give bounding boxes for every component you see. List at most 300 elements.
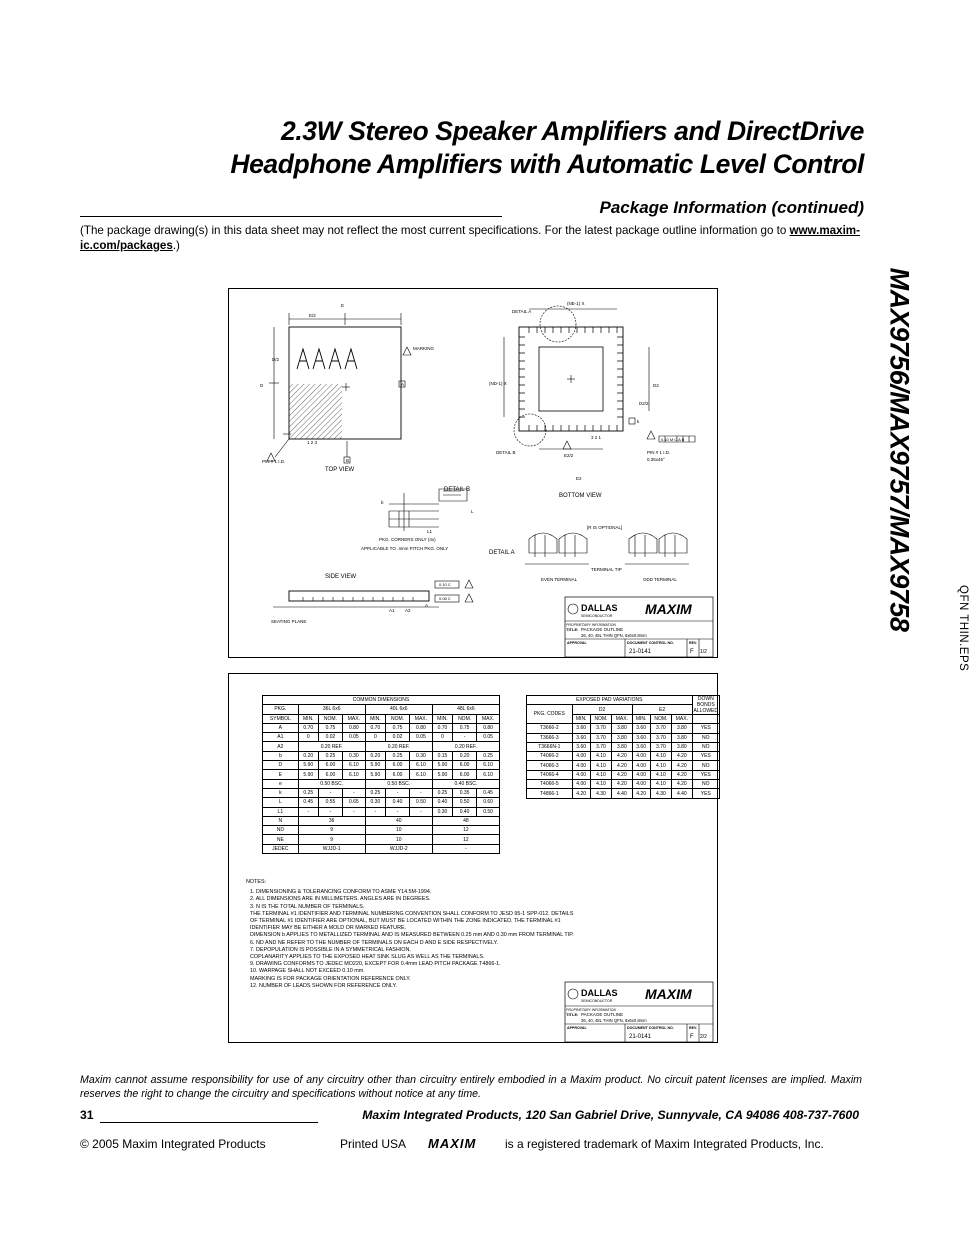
- packages-link[interactable]: www.maxim-ic.com/packages: [80, 224, 860, 252]
- table-cell: 4.00: [572, 761, 590, 770]
- table-cell: 3.70: [650, 724, 671, 733]
- table-cell: 0.15: [432, 751, 452, 760]
- common-dimensions-table: [262, 695, 500, 854]
- detail-a-title: DETAIL A: [489, 550, 515, 556]
- cd-h-40: 40L 6x6: [365, 705, 432, 714]
- table-cell: 0.20: [298, 751, 318, 760]
- table-cell: 4.10: [650, 752, 671, 761]
- common-dims-body: [263, 723, 500, 853]
- table-row: [263, 844, 500, 853]
- symbol-cell: JEDEC: [263, 844, 299, 853]
- top-view: [267, 313, 411, 463]
- table-row: [527, 789, 720, 798]
- table-cell: 0.30: [432, 807, 452, 816]
- table-cell: 0.20 REF.: [298, 742, 365, 751]
- table-row: [527, 742, 720, 751]
- table-cell: 4.20: [572, 789, 590, 798]
- table-cell: 4.00: [632, 752, 650, 761]
- table-cell: 0.50 BSC.: [298, 779, 365, 788]
- ep-h-min: MIN.: [572, 715, 590, 724]
- side-view-label: SIDE VIEW: [325, 574, 357, 580]
- table-cell: 4.20: [672, 780, 692, 789]
- maxim-logo-1: MAXIM: [645, 601, 692, 617]
- note-item: MARKING IS FOR PACKAGE ORIENTATION REFERENCE ONLY.: [250, 975, 411, 982]
- table-cell: 3.70: [650, 733, 671, 742]
- table-row: [263, 826, 500, 835]
- tolerance-abc: 0.10 M C A B: [661, 437, 685, 442]
- symbol-cell: L1: [263, 807, 299, 816]
- table-cell: 3.80: [612, 742, 632, 751]
- pkg-code-cell: T3666-2: [527, 724, 573, 733]
- pkg-corners: PKG. CORNERS ONLY (4x): [379, 537, 436, 542]
- title-block-1-text: [566, 601, 707, 655]
- sheet-1: 1/2: [700, 649, 707, 655]
- pin1-label: PIN # 1 I.D.: [262, 459, 286, 464]
- table-cell: 3.70: [590, 733, 611, 742]
- top-pin-numbers: 1 2 3: [307, 440, 318, 445]
- table-cell: 0: [432, 733, 452, 742]
- table-cell: 0.20 REF.: [432, 742, 499, 751]
- cd-h-nom: NOM.: [318, 714, 342, 723]
- table-cell: 9: [298, 826, 365, 835]
- table-cell: 0.02: [386, 733, 410, 742]
- table-row: [263, 798, 500, 807]
- table-cell: WJJD-2: [365, 844, 432, 853]
- ep-title: EXPOSED PAD VARIATIONS: [527, 696, 693, 705]
- ep-down-bonds: DOWN BONDS ALLOWED: [693, 696, 718, 714]
- datum-a: A: [401, 382, 405, 387]
- table-cell: 12: [432, 826, 499, 835]
- detail-b-title: DETAIL B: [444, 487, 471, 493]
- table-cell: YES: [692, 789, 719, 798]
- table-cell: 3.70: [590, 742, 611, 751]
- printed-usa: Printed USA: [340, 1137, 407, 1151]
- table-cell: 3.60: [572, 742, 590, 751]
- table-cell: NO: [692, 733, 719, 742]
- detail-b-l1: L1: [427, 529, 433, 534]
- rev-2: F: [690, 1034, 694, 1040]
- pkg-code-cell: T4866-1: [527, 789, 573, 798]
- semiconductor: SEMICONDUCTOR: [581, 614, 613, 618]
- symbol-cell: D: [263, 761, 299, 770]
- note-item: COPLANARITY APPLIES TO THE EXPOSED HEAT SINK SLUG AS WELL AS THE TERMINALS.: [250, 954, 485, 961]
- table-cell: NO: [692, 780, 719, 789]
- detail-a-labels: [489, 525, 677, 582]
- table-cell: 3.60: [572, 724, 590, 733]
- note-item: 2. ALL DIMENSIONS ARE IN MILLIMETERS. ANGLES ARE IN DEGREES.: [250, 896, 431, 903]
- table-cell: 9: [298, 835, 365, 844]
- symbol-cell: E: [263, 770, 299, 779]
- table-row: [263, 733, 500, 742]
- title-label-2: TITLE:: [566, 1012, 579, 1017]
- disclaimer: Maxim cannot assume responsibility for use of any circuitry other than circuitry entirely embodied in a Maxim product. No circuit patent licenses are implied. Maxim reserves the right to change the circuitry and specifications without notice at any time.: [80, 1074, 862, 1100]
- table-cell: 4.20: [612, 780, 632, 789]
- pitch-note: APPLICABLE TO .4mm PITCH PKG. ONLY: [361, 546, 449, 551]
- dallas-logo-2: DALLAS: [581, 988, 618, 998]
- title-label-1: TITLE:: [566, 627, 579, 632]
- table-cell: 4.40: [612, 789, 632, 798]
- dim-e2-half: E2/2: [564, 453, 574, 458]
- table-cell: 0.20 REF.: [365, 742, 432, 751]
- table-row: [263, 723, 500, 732]
- table-cell: 6.00: [386, 770, 410, 779]
- table-cell: -: [365, 807, 385, 816]
- pkg-code-cell: T3666N-1: [527, 742, 573, 751]
- table-cell: 40: [365, 816, 432, 825]
- table-cell: 6.00: [386, 761, 410, 770]
- table-cell: 3.60: [572, 733, 590, 742]
- table-row: [527, 724, 720, 733]
- table-cell: 0: [298, 733, 318, 742]
- doc-ctrl-1: DOCUMENT CONTROL NO.: [627, 641, 674, 645]
- table-row: [527, 770, 720, 779]
- table-cell: 10: [365, 835, 432, 844]
- table-cell: 0.70: [432, 723, 452, 732]
- table-cell: 4.10: [590, 752, 611, 761]
- pkg-code-cell: T4066-2: [527, 752, 573, 761]
- symbol-cell: k: [263, 788, 299, 797]
- table-cell: 0.25: [386, 751, 410, 760]
- doc-no-2: 21-0141: [629, 1034, 652, 1040]
- cd-h-min: MIN.: [432, 714, 452, 723]
- table-cell: 5.90: [298, 770, 318, 779]
- table-cell: -: [386, 807, 410, 816]
- proprietary: PROPRIETARY INFORMATION: [566, 623, 616, 627]
- table-cell: 0.80: [477, 723, 500, 732]
- rev-1: F: [690, 649, 694, 655]
- symbol-cell: ND: [263, 826, 299, 835]
- note-item: 7. DEPOPULATION IS POSSIBLE IN A SYMMETRICAL FASHION.: [250, 946, 411, 953]
- top-view-label: TOP VIEW: [325, 467, 355, 473]
- table-cell: 4.40: [672, 789, 692, 798]
- table-cell: -: [432, 844, 499, 853]
- table-cell: 4.00: [632, 770, 650, 779]
- table-cell: 0.05: [410, 733, 433, 742]
- cd-h-48: 48L 6x6: [432, 705, 499, 714]
- note-item: 3. N IS THE TOTAL NUMBER OF TERMINALS.: [250, 903, 365, 910]
- table-cell: 0.20: [453, 751, 477, 760]
- table-cell: 6.00: [318, 761, 342, 770]
- trademark: is a registered trademark of Maxim Integrated Products, Inc.: [505, 1137, 824, 1151]
- table-cell: 0.30: [342, 751, 365, 760]
- note-item: 10. WARPAGE SHALL NOT EXCEED 0.10 mm.: [250, 968, 365, 975]
- table-cell: 6.00: [453, 770, 477, 779]
- dim-d: D: [260, 383, 264, 388]
- table-cell: 5.90: [365, 761, 385, 770]
- table-cell: 3.80: [672, 724, 692, 733]
- table-cell: 6.10: [342, 770, 365, 779]
- table-cell: 0.75: [453, 723, 477, 732]
- table-cell: 0.75: [386, 723, 410, 732]
- table-cell: 3.60: [632, 742, 650, 751]
- symbol-cell: A2: [263, 742, 299, 751]
- table-cell: 3.70: [590, 724, 611, 733]
- detail-a-label-bottom: DETAIL A: [512, 309, 532, 314]
- table-cell: 0.30: [365, 798, 385, 807]
- table-cell: 4.00: [632, 780, 650, 789]
- table-cell: 4.20: [612, 761, 632, 770]
- package-drawing-sheet-2: [228, 673, 718, 1043]
- notes-list: [246, 889, 576, 990]
- footer-rule: [100, 1122, 318, 1123]
- table-row: [263, 788, 500, 797]
- detail-b: [389, 489, 467, 531]
- cd-h-nom: NOM.: [453, 714, 477, 723]
- table-cell: 4.00: [572, 780, 590, 789]
- pkg-code-cell: T4066-4: [527, 770, 573, 779]
- table-cell: 3.60: [632, 733, 650, 742]
- table-cell: 0.30: [410, 751, 433, 760]
- table-cell: 4.30: [650, 789, 671, 798]
- table-cell: 48: [432, 816, 499, 825]
- table-cell: YES: [692, 770, 719, 779]
- exposed-pad-body: [527, 724, 720, 798]
- table-cell: 3.70: [650, 742, 671, 751]
- table-cell: 3.60: [632, 724, 650, 733]
- company-address: Maxim Integrated Products, 120 San Gabriel Drive, Sunnyvale, CA 94086 408-737-7600: [362, 1108, 859, 1122]
- note-item: 1. DIMENSIONING & TOLERANCING CONFORM TO ASME Y14.5M-1994.: [250, 889, 432, 896]
- table-cell: 4.10: [590, 770, 611, 779]
- page-title: [60, 115, 864, 181]
- table-row: [527, 761, 720, 770]
- r-optional: [R IS OPTIONAL]: [587, 525, 623, 530]
- table-cell: 5.90: [365, 770, 385, 779]
- table-cell: 0.25: [477, 751, 500, 760]
- table-cell: 4.10: [590, 780, 611, 789]
- note-item: THE TERMINAL #1 IDENTIFIER AND TERMINAL NUMBERING CONVENTION SHALL CONFORM TO JESD 95-1 SPP-012. DETAILS OF TERMINAL #1 IDENTIFIER ARE OPTIONAL, BUT MUST BE LOCATED WITHIN THE ZONE INDICATED. THE TERMINAL #1 IDENTIFIER MAY BE EITHER A MOLD OR MARKED FEATURE.: [250, 910, 574, 932]
- table-cell: 6.10: [477, 761, 500, 770]
- datum-b: B: [346, 458, 350, 463]
- rev-label-1: REV.: [689, 641, 698, 645]
- table-cell: WJJD-1: [298, 844, 365, 853]
- table-cell: 0.25: [365, 788, 385, 797]
- package-desc-2: 36, 40, 48L THIN QFN, 6x6x0.8mm: [581, 1018, 647, 1023]
- dim-a: A: [425, 603, 429, 608]
- table-cell: -: [342, 807, 365, 816]
- datum-c: k: [637, 419, 640, 424]
- terminal-tip: TERMINAL TIP: [591, 567, 622, 572]
- table-cell: 6.10: [410, 770, 433, 779]
- table-cell: -: [453, 733, 477, 742]
- table-row: [263, 807, 500, 816]
- approval-1: APPROVAL: [567, 641, 587, 645]
- table-cell: 3.80: [612, 733, 632, 742]
- table-cell: 0.40: [432, 798, 452, 807]
- detail-b-label-bottom: DETAIL B: [496, 450, 516, 455]
- pkg-code-cell: T3666-3: [527, 733, 573, 742]
- table-cell: -: [342, 788, 365, 797]
- table-cell: 6.00: [318, 770, 342, 779]
- table-cell: 0.40 BSC.: [432, 779, 499, 788]
- table-row: [263, 816, 500, 825]
- pkg-code-cell: T4066-5: [527, 780, 573, 789]
- note-item: 9. DRAWING CONFORMS TO JEDEC MO220, EXCEPT FOR 0.4mm LEAD PITCH PACKAGE T4866-1.: [250, 961, 501, 968]
- dim-ne: (NE-1) X: [567, 301, 585, 306]
- bottom-view-label: BOTTOM VIEW: [559, 493, 602, 499]
- table-cell: NO: [692, 761, 719, 770]
- table-cell: 0.50 BSC.: [365, 779, 432, 788]
- table-cell: 3.80: [612, 724, 632, 733]
- section-rule: [80, 216, 502, 217]
- notes-header: NOTES:: [246, 879, 267, 885]
- table-cell: 6.10: [410, 761, 433, 770]
- cd-h-max: MAX.: [477, 714, 500, 723]
- note-item: 12. NUMBER OF LEADS SHOWN FOR REFERENCE ONLY.: [250, 982, 397, 989]
- title-block-2: [565, 982, 713, 1042]
- bottom-view: [504, 306, 695, 449]
- table-cell: 0.40: [386, 798, 410, 807]
- intro-paragraph: [80, 223, 862, 253]
- table-row: [263, 761, 500, 770]
- ep-h-nom: NOM.: [590, 715, 611, 724]
- table-cell: 0.60: [477, 798, 500, 807]
- table-cell: 0.45: [298, 798, 318, 807]
- table-cell: NO: [692, 742, 719, 751]
- cd-h-max: MAX.: [342, 714, 365, 723]
- dim-a1: A1: [389, 608, 395, 613]
- side-view-labels: [271, 574, 451, 624]
- exposed-pad-table: [526, 695, 720, 799]
- table-cell: -: [410, 788, 433, 797]
- table-row: [527, 752, 720, 761]
- table-cell: 4.20: [612, 770, 632, 779]
- table-cell: 12: [432, 835, 499, 844]
- pin1-label-bottom: PIN # 1 I.D.: [647, 450, 671, 455]
- table-cell: -: [318, 807, 342, 816]
- cd-h-symbol: SYMBOL: [263, 714, 299, 723]
- table-cell: 0.05: [342, 733, 365, 742]
- odd-terminal: ODD TERMINAL: [643, 577, 677, 582]
- table-row: [527, 780, 720, 789]
- ep-h-d2: D2: [572, 705, 632, 715]
- table-cell: 4.20: [632, 789, 650, 798]
- table-cell: 0.45: [477, 788, 500, 797]
- table-cell: -: [298, 807, 318, 816]
- table-cell: 0.70: [365, 723, 385, 732]
- side-part-number-text: MAX9756/MAX9757/MAX9758: [884, 267, 915, 632]
- table-cell: 5.90: [432, 770, 452, 779]
- table-cell: 3.80: [672, 733, 692, 742]
- dim-e2: E2: [576, 476, 582, 481]
- symbol-cell: A: [263, 723, 299, 732]
- doc-ctrl-2: DOCUMENT CONTROL NO.: [627, 1026, 674, 1030]
- qfn-thin-label: [953, 585, 969, 709]
- even-terminal: EVEN TERMINAL: [541, 577, 578, 582]
- dim-e-half: E/2: [309, 313, 316, 318]
- cd-h-min: MIN.: [298, 714, 318, 723]
- detail-b-l: L: [471, 509, 474, 514]
- package-desc-1: 36, 40, 48L THIN QFN, 6x6x0.8mm: [581, 633, 647, 638]
- table-cell: YES: [692, 752, 719, 761]
- cd-h-nom: NOM.: [386, 714, 410, 723]
- side-part-number: [880, 200, 915, 700]
- table-cell: 0.40: [453, 807, 477, 816]
- cd-h-36: 36L 6x6: [298, 705, 365, 714]
- dim-d2: D2: [653, 383, 659, 388]
- ep-h-nom: NOM.: [650, 715, 671, 724]
- table-row: [263, 779, 500, 788]
- table-cell: 4.10: [650, 761, 671, 770]
- table-cell: 4.10: [650, 780, 671, 789]
- marking-label: MARKING: [413, 346, 435, 351]
- title-line-2: Headphone Amplifiers with Automatic Level Control: [230, 149, 864, 179]
- bottom-view-labels: [489, 301, 685, 499]
- table-cell: -: [410, 807, 433, 816]
- symbol-cell: b: [263, 751, 299, 760]
- table-row: [527, 733, 720, 742]
- table-cell: 36: [298, 816, 365, 825]
- table-cell: 4.30: [590, 789, 611, 798]
- table-cell: 6.00: [453, 761, 477, 770]
- table-cell: 4.00: [572, 770, 590, 779]
- intro-after: .): [172, 239, 180, 252]
- table-cell: 0.05: [477, 733, 500, 742]
- detail-b-e: b: [381, 500, 384, 505]
- dim-d-half: D/2: [272, 357, 280, 362]
- package-outline-2: PACKAGE OUTLINE: [581, 1012, 624, 1017]
- symbol-cell: e: [263, 779, 299, 788]
- table-cell: 0.55: [318, 798, 342, 807]
- doc-no-1: 21-0141: [629, 649, 652, 655]
- cd-h-pkg: PKG.: [263, 705, 299, 714]
- ep-h-blank: [692, 715, 719, 724]
- bottom-pin-numbers: 3 2 1: [591, 435, 602, 440]
- table-cell: 0.65: [342, 798, 365, 807]
- ep-h-min: MIN.: [632, 715, 650, 724]
- package-outline-drawing: [229, 289, 719, 659]
- notes-block: [246, 879, 576, 990]
- dim-d2-half: D2/2: [639, 401, 649, 406]
- copyright: © 2005 Maxim Integrated Products: [80, 1137, 266, 1151]
- note-item: DIMENSION b APPLIES TO METALLIZED TERMINAL AND IS MEASURED BETWEEN 0.25 mm AND 0.30 mm FROM TERMINAL TIP.: [250, 932, 574, 939]
- dim-nd: (ND-1) X: [489, 381, 507, 386]
- table-cell: 6.10: [477, 770, 500, 779]
- cd-h-min: MIN.: [365, 714, 385, 723]
- table-cell: 0.02: [318, 733, 342, 742]
- table-cell: 0.50: [410, 798, 433, 807]
- table-cell: 4.20: [612, 752, 632, 761]
- table-cell: 10: [365, 826, 432, 835]
- table-cell: 4.20: [672, 761, 692, 770]
- table-cell: YES: [692, 724, 719, 733]
- detail-a: [525, 533, 689, 564]
- symbol-cell: N: [263, 816, 299, 825]
- table-cell: 0.50: [477, 807, 500, 816]
- table-cell: 5.90: [298, 761, 318, 770]
- table-row: [263, 742, 500, 751]
- tolerance-2: 0.08 C: [439, 596, 451, 601]
- table-cell: 0.20: [365, 751, 385, 760]
- common-dims-title: COMMON DIMENSIONS: [263, 696, 500, 705]
- table-cell: 0.80: [410, 723, 433, 732]
- ep-h-pkg: PKG. CODES: [527, 705, 573, 724]
- intro-before: (The package drawing(s) in this data sheet may not reflect the most current specifications. For the latest package outline information go to: [80, 224, 790, 237]
- table-cell: 4.10: [650, 770, 671, 779]
- pin1-chamfer: 0.35x45°: [647, 457, 665, 462]
- symbol-cell: NE: [263, 835, 299, 844]
- table-row: [263, 835, 500, 844]
- qfn-thin-text: QFN THIN.EPS: [957, 585, 969, 672]
- tolerance-1: 0.10 C: [439, 582, 451, 587]
- dim-e: E: [341, 303, 345, 308]
- dim-a2: A2: [405, 608, 411, 613]
- title-line-1: 2.3W Stereo Speaker Amplifiers and DirectDrive: [281, 116, 864, 146]
- proprietary-2: PROPRIETARY INFORMATION: [566, 1008, 616, 1012]
- ep-h-max: MAX.: [672, 715, 692, 724]
- table-cell: 0.50: [453, 798, 477, 807]
- table-cell: 0.25: [298, 788, 318, 797]
- table-cell: 4.00: [572, 752, 590, 761]
